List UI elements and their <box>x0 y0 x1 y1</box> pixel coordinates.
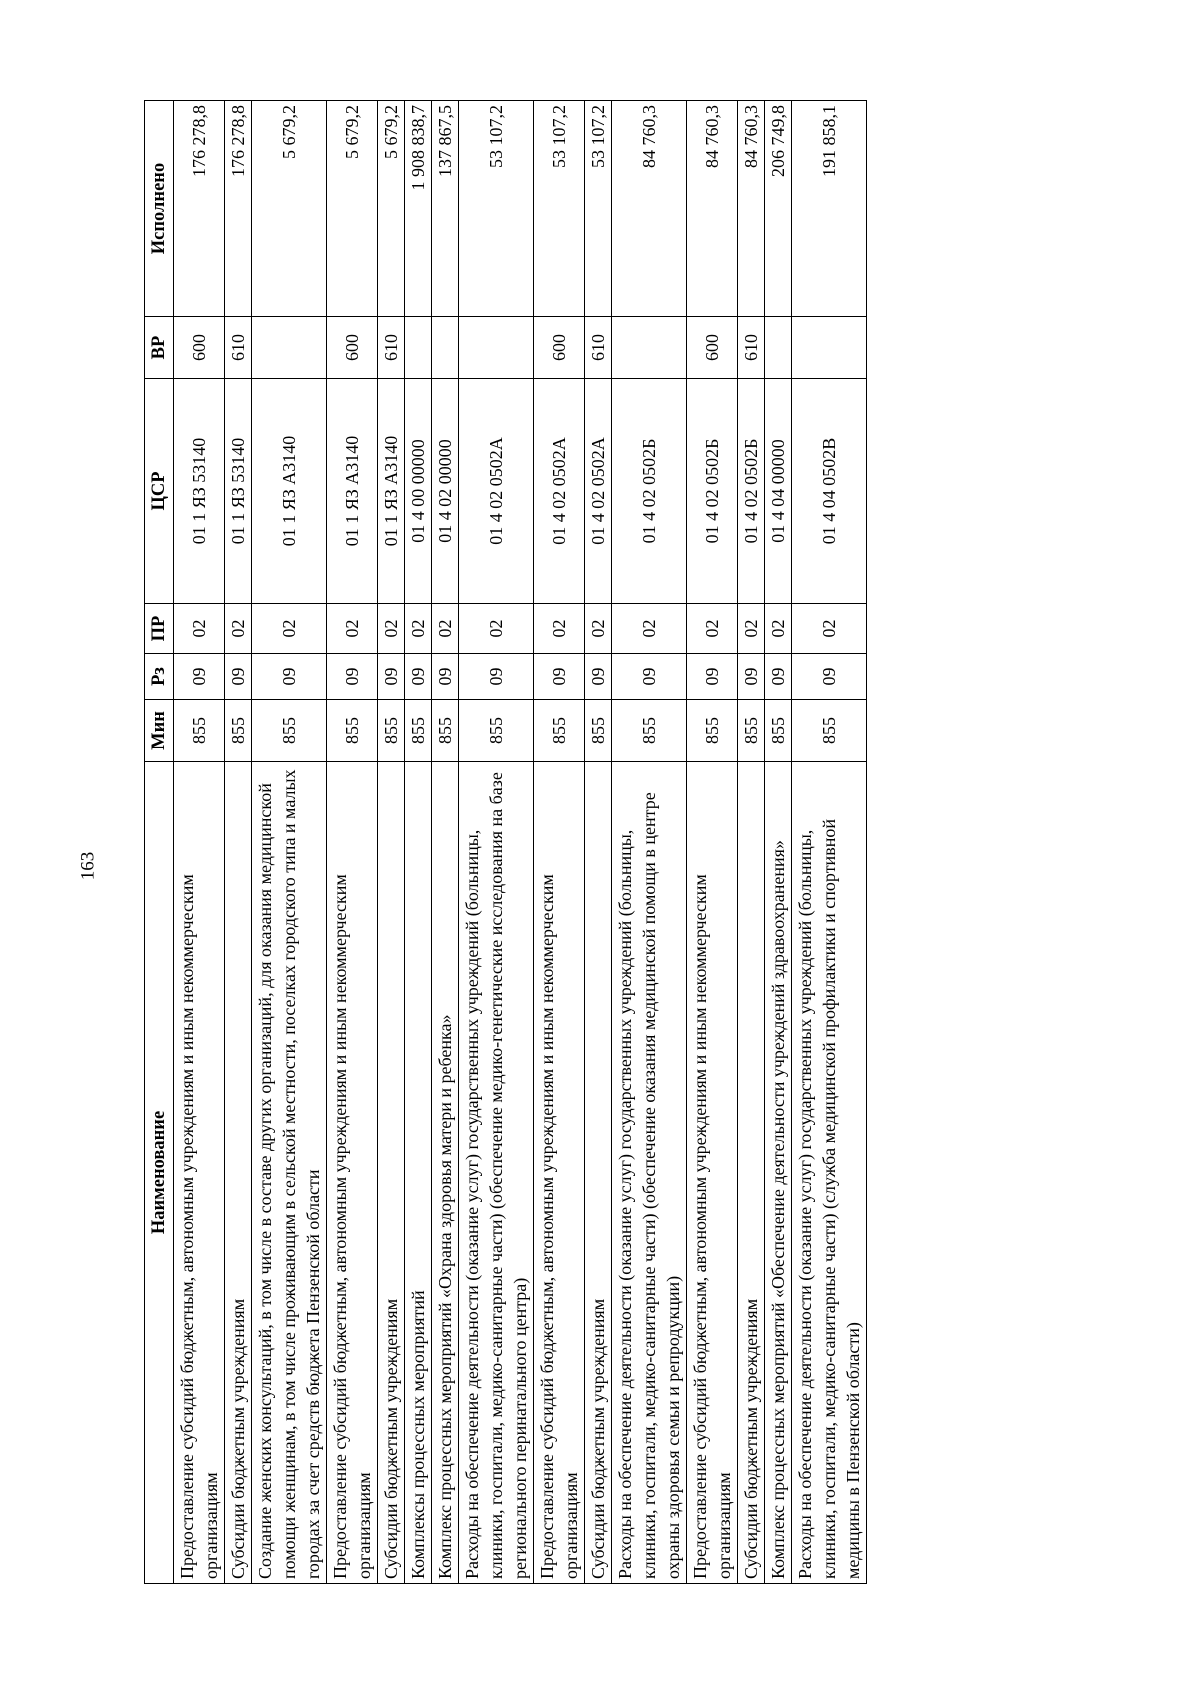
cell-pr: 02 <box>765 604 792 654</box>
cell-vr: 600 <box>534 317 585 379</box>
table-row <box>225 101 252 1584</box>
cell-min: 855 <box>585 700 612 762</box>
header-vr: ВР <box>145 317 174 379</box>
cell-csr: 01 4 00 00000 <box>405 379 432 604</box>
cell-vr: 610 <box>585 317 612 379</box>
header-min: Мин <box>145 700 174 762</box>
cell-pr: 02 <box>687 604 738 654</box>
cell-min: 855 <box>327 700 378 762</box>
cell-name: Создание женских консультаций, в том числе в составе других организаций, для оказания медицинской помощи женщинам, в том числе проживающим в сельской местности, поселках городского типа и малых городах за счет средств бюджета Пензенской области <box>252 762 327 1584</box>
cell-name: Субсидии бюджетным учреждениям <box>738 762 765 1584</box>
table-row <box>687 101 738 1584</box>
cell-min: 855 <box>174 700 225 762</box>
cell-pr: 02 <box>534 604 585 654</box>
cell-name: Субсидии бюджетным учреждениям <box>378 762 405 1584</box>
cell-rz: 09 <box>585 654 612 700</box>
budget-table <box>144 100 867 1584</box>
cell-rz: 09 <box>459 654 534 700</box>
cell-rz: 09 <box>534 654 585 700</box>
cell-name: Расходы на обеспечение деятельности (оказание услуг) государственных учреждений (больницы, клиники, госпитали, медико-санитарные части) (служба медицинской профилактики и спортивной медицины в Пензенской области) <box>792 762 867 1584</box>
cell-rz: 09 <box>405 654 432 700</box>
cell-min: 855 <box>687 700 738 762</box>
cell-rz: 09 <box>432 654 459 700</box>
cell-done: 53 107,2 <box>459 101 534 317</box>
table-body <box>174 101 867 1584</box>
table-row <box>432 101 459 1584</box>
cell-rz: 09 <box>765 654 792 700</box>
cell-done: 84 760,3 <box>612 101 687 317</box>
cell-min: 855 <box>459 700 534 762</box>
cell-done: 191 858,1 <box>792 101 867 317</box>
table-container <box>144 101 1059 1584</box>
table-row <box>174 101 225 1584</box>
cell-pr: 02 <box>225 604 252 654</box>
cell-min: 855 <box>405 700 432 762</box>
cell-pr: 02 <box>432 604 459 654</box>
cell-pr: 02 <box>405 604 432 654</box>
cell-vr: 600 <box>687 317 738 379</box>
cell-name: Комплекс процессных мероприятий «Обеспечение деятельности учреждений здравоохранения» <box>765 762 792 1584</box>
cell-csr: 01 1 ЯЗ А3140 <box>378 379 405 604</box>
cell-vr: 600 <box>327 317 378 379</box>
cell-done: 176 278,8 <box>174 101 225 317</box>
cell-pr: 02 <box>459 604 534 654</box>
cell-rz: 09 <box>327 654 378 700</box>
cell-csr: 01 4 02 0502Б <box>738 379 765 604</box>
cell-vr: 610 <box>225 317 252 379</box>
table-row <box>405 101 432 1584</box>
cell-min: 855 <box>534 700 585 762</box>
table-row <box>459 101 534 1584</box>
header-csr: ЦСР <box>145 379 174 604</box>
cell-min: 855 <box>225 700 252 762</box>
cell-csr: 01 4 02 0502А <box>534 379 585 604</box>
cell-rz: 09 <box>792 654 867 700</box>
cell-done: 84 760,3 <box>738 101 765 317</box>
cell-min: 855 <box>252 700 327 762</box>
cell-done: 1 908 838,7 <box>405 101 432 317</box>
cell-vr <box>405 317 432 379</box>
table-row <box>792 101 867 1584</box>
cell-csr: 01 1 ЯЗ А3140 <box>327 379 378 604</box>
cell-min: 855 <box>378 700 405 762</box>
cell-vr: 610 <box>378 317 405 379</box>
cell-pr: 02 <box>585 604 612 654</box>
cell-name: Предоставление субсидий бюджетным, автономным учреждениям и иным некоммерческим организациям <box>327 762 378 1584</box>
cell-rz: 09 <box>225 654 252 700</box>
cell-rz: 09 <box>612 654 687 700</box>
cell-done: 176 278,8 <box>225 101 252 317</box>
cell-vr <box>459 317 534 379</box>
page-number: 163 <box>77 851 98 881</box>
cell-pr: 02 <box>612 604 687 654</box>
cell-name: Субсидии бюджетным учреждениям <box>225 762 252 1584</box>
header-pr: ПР <box>145 604 174 654</box>
cell-pr: 02 <box>738 604 765 654</box>
cell-min: 855 <box>612 700 687 762</box>
cell-pr: 02 <box>792 604 867 654</box>
cell-pr: 02 <box>378 604 405 654</box>
table-row <box>765 101 792 1584</box>
cell-rz: 09 <box>174 654 225 700</box>
cell-pr: 02 <box>252 604 327 654</box>
cell-vr <box>765 317 792 379</box>
table-row <box>327 101 378 1584</box>
cell-done: 5 679,2 <box>252 101 327 317</box>
cell-pr: 02 <box>327 604 378 654</box>
cell-csr: 01 1 ЯЗ 53140 <box>174 379 225 604</box>
cell-csr: 01 4 02 00000 <box>432 379 459 604</box>
cell-name: Предоставление субсидий бюджетным, автономным учреждениям и иным некоммерческим организациям <box>687 762 738 1584</box>
cell-min: 855 <box>738 700 765 762</box>
cell-name: Расходы на обеспечение деятельности (оказание услуг) государственных учреждений (больницы, клиники, госпитали, медико-санитарные части) (обеспечение оказания медицинской помощи в центре охраны здоровья семьи и репродукции) <box>612 762 687 1584</box>
cell-csr: 01 1 ЯЗ А3140 <box>252 379 327 604</box>
table-row <box>612 101 687 1584</box>
cell-name: Комплексы процессных мероприятий <box>405 762 432 1584</box>
table-row <box>378 101 405 1584</box>
cell-vr: 610 <box>738 317 765 379</box>
cell-csr: 01 4 02 0502Б <box>612 379 687 604</box>
cell-done: 137 867,5 <box>432 101 459 317</box>
cell-rz: 09 <box>252 654 327 700</box>
cell-vr <box>612 317 687 379</box>
cell-csr: 01 4 02 0502А <box>459 379 534 604</box>
cell-csr: 01 4 04 00000 <box>765 379 792 604</box>
cell-name: Субсидии бюджетным учреждениям <box>585 762 612 1584</box>
cell-done: 206 749,8 <box>765 101 792 317</box>
cell-name: Предоставление субсидий бюджетным, автономным учреждениям и иным некоммерческим организациям <box>534 762 585 1584</box>
cell-vr <box>432 317 459 379</box>
cell-name: Предоставление субсидий бюджетным, автономным учреждениям и иным некоммерческим организациям <box>174 762 225 1584</box>
header-rz: Рз <box>145 654 174 700</box>
cell-min: 855 <box>765 700 792 762</box>
cell-pr: 02 <box>174 604 225 654</box>
cell-name: Комплекс процессных мероприятий «Охрана здоровья матери и ребенка» <box>432 762 459 1584</box>
table-row <box>534 101 585 1584</box>
header-row <box>145 101 174 1584</box>
cell-vr: 600 <box>174 317 225 379</box>
cell-rz: 09 <box>378 654 405 700</box>
table-row <box>738 101 765 1584</box>
cell-name: Расходы на обеспечение деятельности (оказание услуг) государственных учреждений (больницы, клиники, госпитали, медико-санитарные части) (обеспечение медико-генетические исследования на базе регионального перинатального центра) <box>459 762 534 1584</box>
cell-csr: 01 1 ЯЗ 53140 <box>225 379 252 604</box>
cell-done: 84 760,3 <box>687 101 738 317</box>
cell-csr: 01 4 04 0502В <box>792 379 867 604</box>
cell-csr: 01 4 02 0502А <box>585 379 612 604</box>
cell-vr <box>252 317 327 379</box>
header-done: Исполнено <box>145 101 174 317</box>
cell-vr <box>792 317 867 379</box>
rotated-table-frame <box>144 101 1059 1584</box>
table-row <box>585 101 612 1584</box>
cell-done: 5 679,2 <box>327 101 378 317</box>
cell-csr: 01 4 02 0502Б <box>687 379 738 604</box>
header-name: Наименование <box>145 762 174 1584</box>
cell-done: 53 107,2 <box>585 101 612 317</box>
cell-done: 5 679,2 <box>378 101 405 317</box>
cell-done: 53 107,2 <box>534 101 585 317</box>
cell-rz: 09 <box>738 654 765 700</box>
table-row <box>252 101 327 1584</box>
cell-min: 855 <box>432 700 459 762</box>
cell-rz: 09 <box>687 654 738 700</box>
cell-min: 855 <box>792 700 867 762</box>
